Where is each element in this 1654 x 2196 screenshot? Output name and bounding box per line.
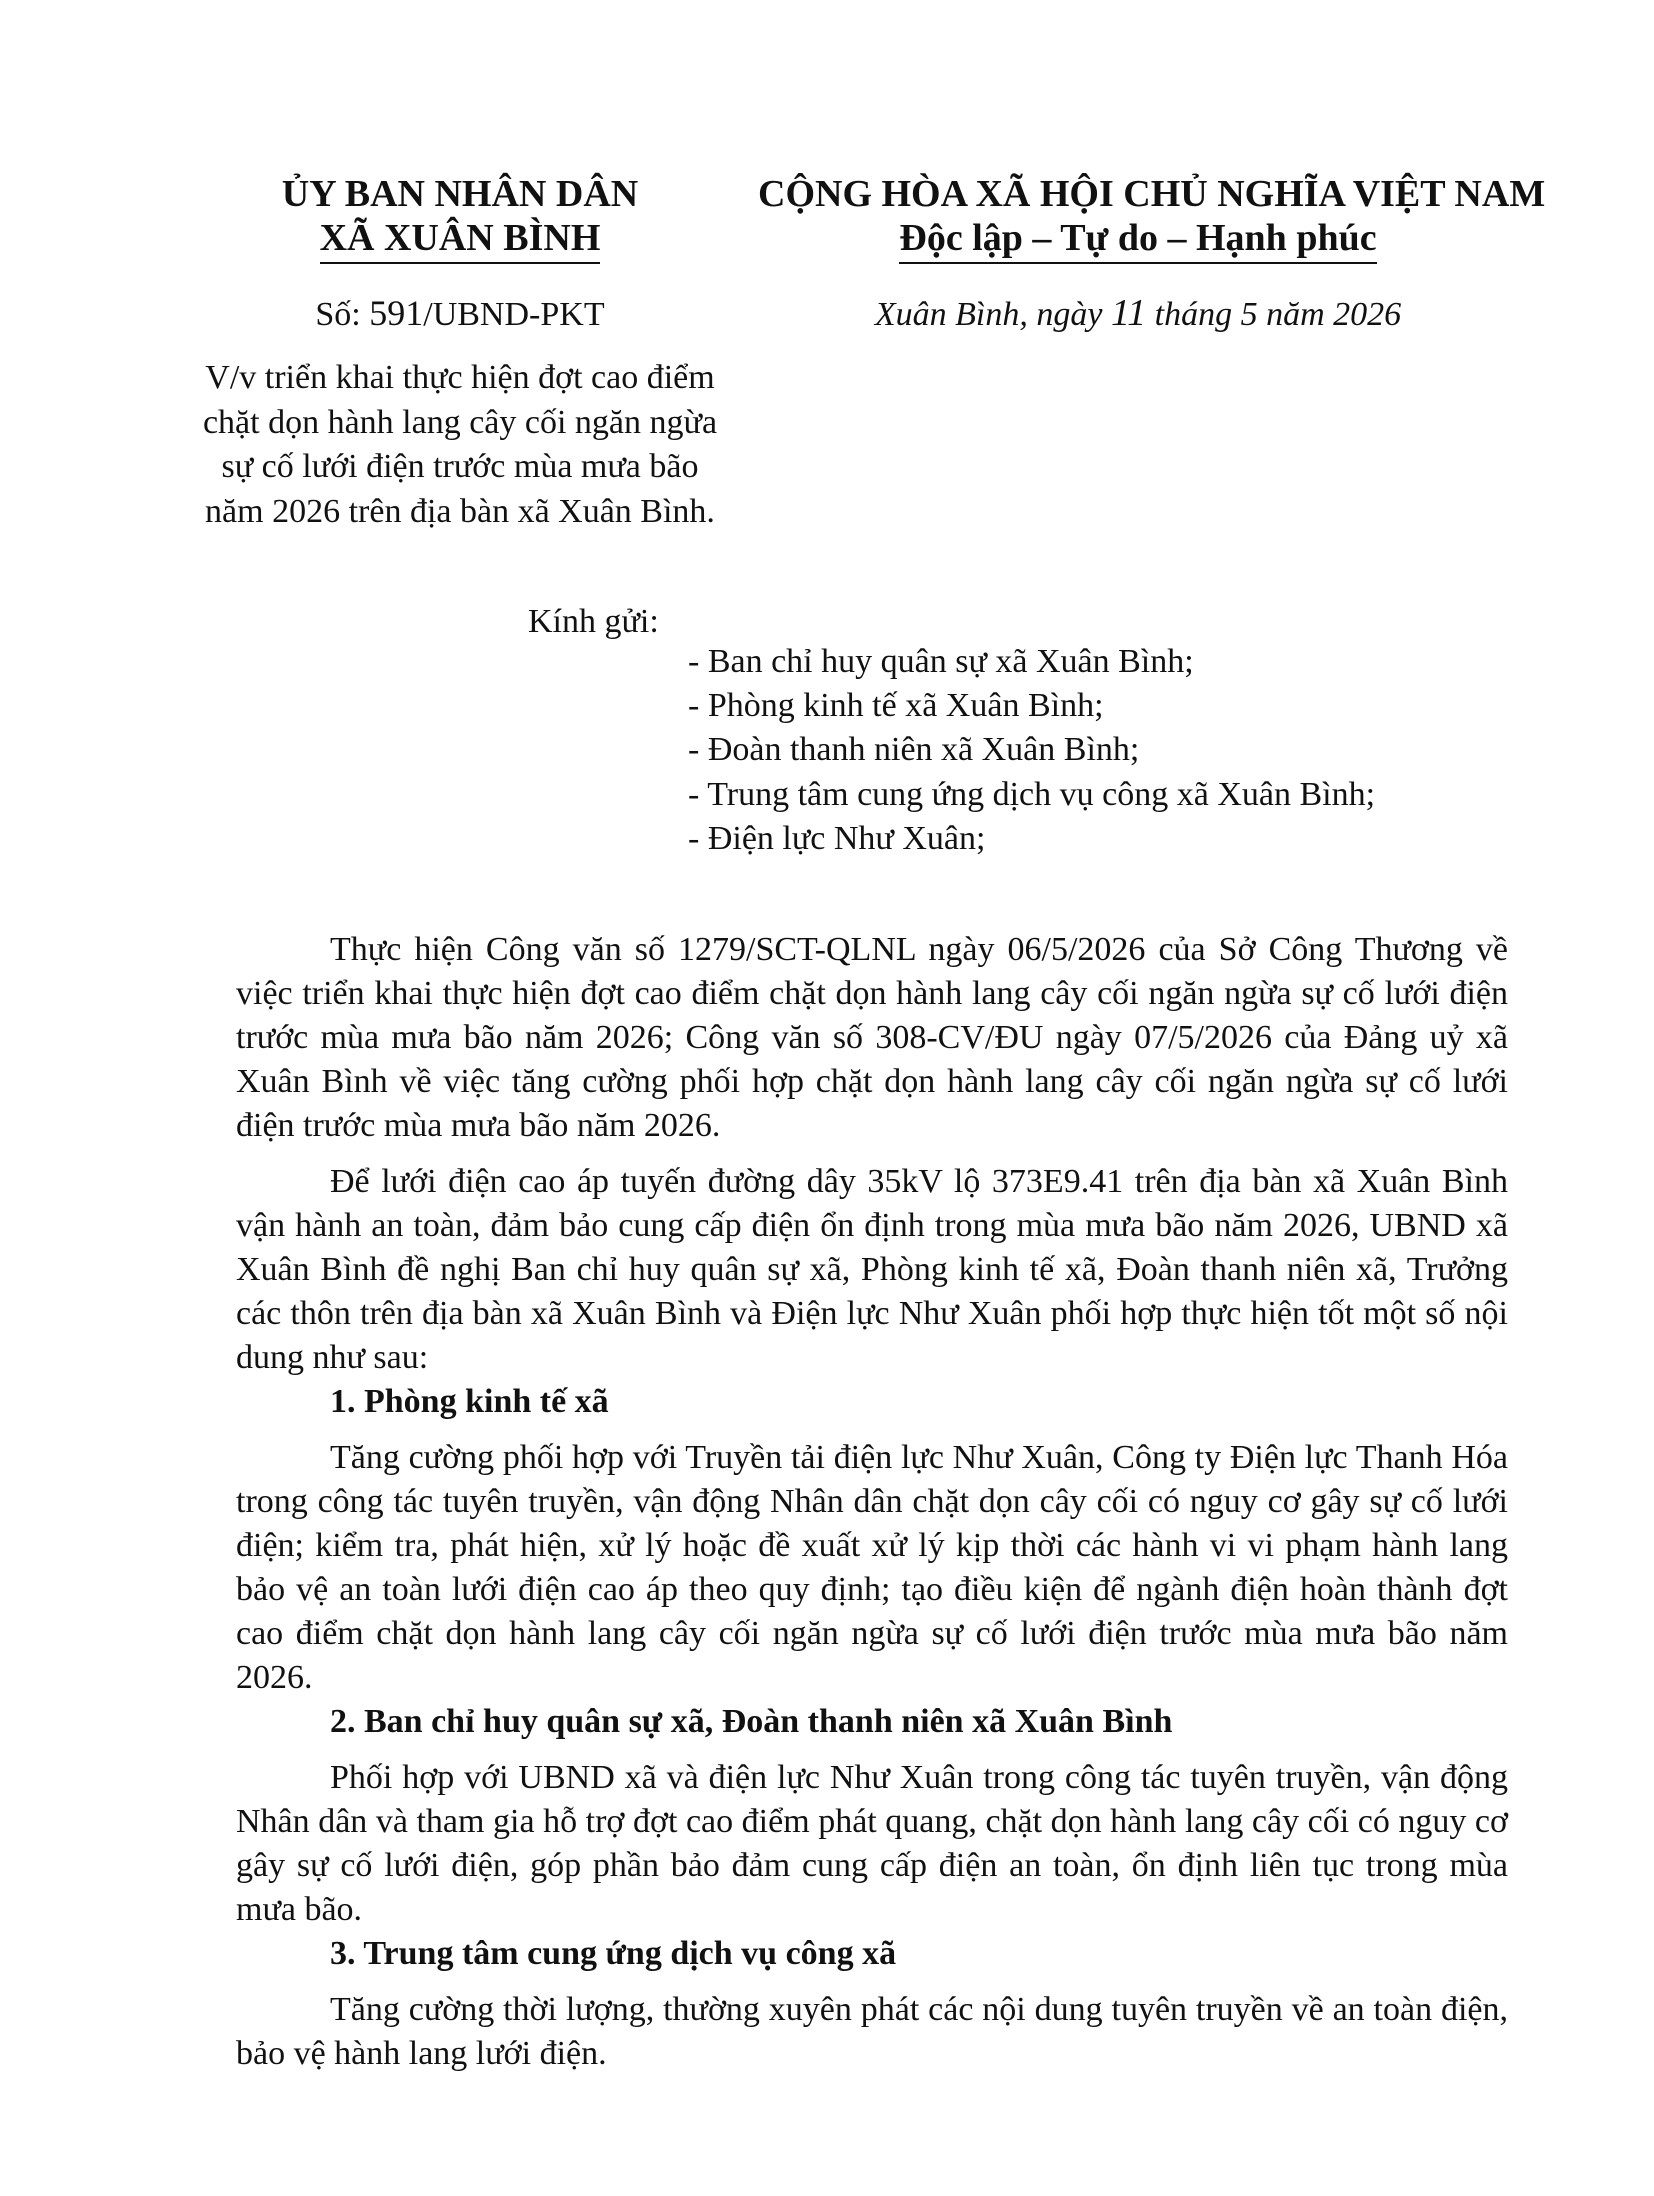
recipients-list xyxy=(688,640,1375,861)
section-heading: 2. Ban chỉ huy quân sự xã, Đoàn thanh niên xã Xuân Bình xyxy=(330,1703,1173,1740)
recipient-item: - Phòng kinh tế xã Xuân Bình; xyxy=(688,687,1104,725)
subject-line: V/v triển khai thực hiện đợt cao điểm xyxy=(205,359,715,396)
recipient-item: - Trung tâm cung ứng dịch vụ công xã Xuân Bình; xyxy=(688,775,1376,813)
authority-line-2: XÃ XUÂN BÌNH xyxy=(320,216,601,264)
section-heading: 1. Phòng kinh tế xã xyxy=(330,1383,609,1420)
number-suffix: /UBND-PKT xyxy=(423,296,605,333)
authority-line-1: ỦY BAN NHÂN DÂN xyxy=(281,173,639,215)
national-motto xyxy=(758,172,1546,264)
document-date xyxy=(758,293,1518,335)
body-paragraph: Để lưới điện cao áp tuyến đường dây 35kV lộ 373E9.41 trên địa bàn xã Xuân Bình vận hành an toàn, đảm bảo cung cấp điện ổn định trong mùa mưa bão năm 2026, UBND xã Xuân Bình đề nghị Ban chỉ huy quân sự xã, Phòng kinh tế xã, Đoàn thanh niên xã, Trưởng các thôn trên địa bàn xã Xuân Bình và Điện lực Như Xuân phối hợp thực hiện tốt một số nội dung như sau: xyxy=(236,1163,1508,1376)
issuing-authority xyxy=(170,172,750,264)
recipient-item: - Ban chỉ huy quân sự xã Xuân Bình; xyxy=(688,643,1194,680)
document-number xyxy=(170,293,750,335)
recipient-item: - Điện lực Như Xuân; xyxy=(688,819,986,857)
subject-line: năm 2026 trên địa bàn xã Xuân Bình. xyxy=(205,492,715,530)
date-prefix: Xuân Bình, ngày xyxy=(874,296,1103,333)
recipients-label: Kính gửi: xyxy=(528,603,659,640)
document-body xyxy=(236,928,1508,2076)
date-suffix: tháng 5 năm 2026 xyxy=(1154,296,1402,333)
number-value: 591 xyxy=(369,293,424,333)
nation-name: CỘNG HÒA XÃ HỘI CHỦ NGHĨA VIỆT NAM xyxy=(758,173,1546,215)
body-paragraph: Tăng cường thời lượng, thường xuyên phát các nội dung tuyên truyền về an toàn điện, bảo vệ hành lang lưới điện. xyxy=(236,1991,1508,2072)
body-paragraph: Thực hiện Công văn số 1279/SCT-QLNL ngày 06/5/2026 của Sở Công Thương về việc triển khai thực hiện đợt cao điểm chặt dọn hành lang cây cối ngăn ngừa sự cố lưới điện trước mùa mưa bão năm 2026; Công văn số 308-CV/ĐU ngày 07/5/2026 của Đảng uỷ xã Xuân Bình về việc tăng cường phối hợp chặt dọn hành lang cây cối ngăn ngừa sự cố lưới điện trước mùa mưa bão năm 2026. xyxy=(236,931,1508,1144)
body-paragraph: Phối hợp với UBND xã và điện lực Như Xuân trong công tác tuyên truyền, vận động Nhân dân và tham gia hỗ trợ đợt cao điểm phát quang, chặt dọn hành lang cây cối có nguy cơ gây sự cố lưới điện, góp phần bảo đảm cung cấp điện an toàn, ổn định liên tục trong mùa mưa bão. xyxy=(236,1759,1508,1928)
body-paragraph: Tăng cường phối hợp với Truyền tải điện lực Như Xuân, Công ty Điện lực Thanh Hóa trong công tác tuyên truyền, vận động Nhân dân chặt dọn cây cối có nguy cơ gây sự cố lưới điện; kiểm tra, phát hiện, xử lý hoặc đề xuất xử lý kịp thời các hành vi vi phạm hành lang bảo vệ an toàn lưới điện cao áp theo quy định; tạo điều kiện để ngành điện hoàn thành đợt cao điểm chặt dọn hành lang cây cối ngăn ngừa sự cố lưới điện trước mùa mưa bão năm 2026. xyxy=(236,1439,1508,1696)
section-heading: 3. Trung tâm cung ứng dịch vụ công xã xyxy=(330,1935,897,1972)
recipient-item: - Đoàn thanh niên xã Xuân Bình; xyxy=(688,731,1140,769)
date-day: 11 xyxy=(1110,292,1147,334)
subject-line: chặt dọn hành lang cây cối ngăn ngừa xyxy=(202,403,718,441)
number-prefix: Số: xyxy=(315,296,361,333)
subject-line: sự cố lưới điện trước mùa mưa bão xyxy=(221,448,699,485)
motto: Độc lập – Tự do – Hạnh phúc xyxy=(899,216,1376,264)
document-subject xyxy=(170,356,750,534)
